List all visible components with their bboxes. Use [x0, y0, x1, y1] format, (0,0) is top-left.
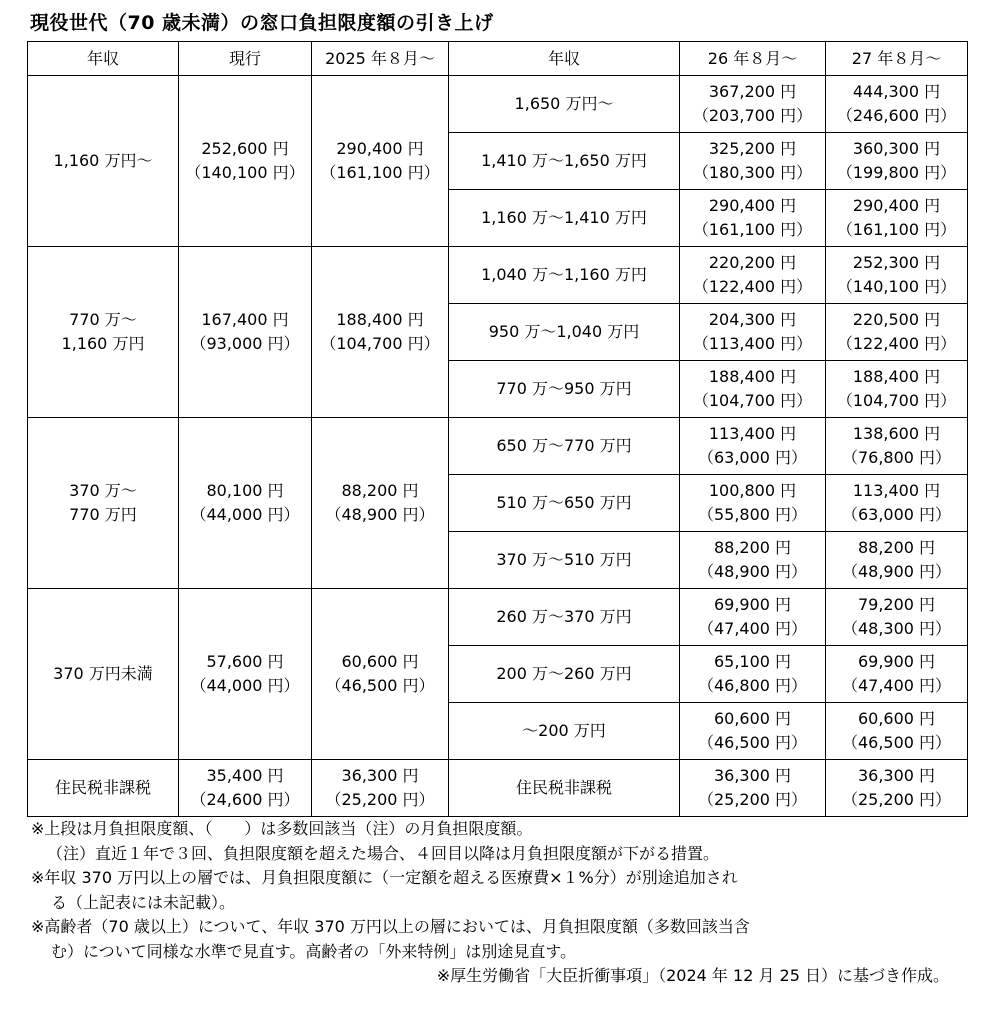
aug27-value: 36,300 円: [857, 766, 936, 785]
current-value: 57,600 円: [206, 652, 284, 671]
group-aug2025: [312, 760, 449, 817]
aug26-multi-value: （46,800 円）: [697, 676, 808, 695]
aug26-multi-value: （47,400 円）: [697, 619, 808, 638]
group-income-line2: 1,160 万円: [61, 334, 145, 353]
aug26-value: 325,200 円: [708, 139, 797, 158]
aug27-value: 88,200 円: [857, 538, 936, 557]
aug27-value: 69,900 円: [857, 652, 936, 671]
subrow-income: 370 万～510 万円: [449, 532, 680, 589]
current-multi-value: （44,000 円）: [190, 505, 300, 524]
subrow-aug27: [826, 589, 968, 646]
aug27-multi-value: （63,000 円）: [841, 505, 952, 524]
aug26-multi-value: （122,400 円）: [692, 277, 813, 296]
aug2025-multi-value: （161,100 円）: [320, 163, 440, 182]
group-income-line1: 370 万～: [69, 481, 137, 500]
group-income: [28, 247, 179, 418]
aug2025-value: 60,600 円: [341, 652, 419, 671]
current-multi-value: （140,100 円）: [185, 163, 305, 182]
subrow-aug27: [826, 475, 968, 532]
aug26-multi-value: （48,900 円）: [697, 562, 808, 581]
aug27-value: 290,400 円: [852, 196, 941, 215]
aug27-multi-value: （25,200 円）: [841, 790, 952, 809]
table-row: [28, 589, 968, 646]
current-value: 167,400 円: [201, 310, 289, 329]
header-income: 年収: [28, 42, 179, 76]
note-additional-1pct: ※年収 370 万円以上の層では、月負担限度額に（一定額を超える医療費×１%分）が別途追加され: [31, 868, 738, 887]
group-aug2025: [312, 418, 449, 589]
aug27-multi-value: （76,800 円）: [841, 448, 952, 467]
subrow-aug26: [680, 646, 826, 703]
subrow-aug27: [826, 133, 968, 190]
current-value: 252,600 円: [201, 139, 289, 158]
aug2025-multi-value: （25,200 円）: [325, 790, 435, 809]
current-multi-value: （93,000 円）: [190, 334, 300, 353]
subrow-income: 1,160 万～1,410 万円: [449, 190, 680, 247]
aug26-multi-value: （180,300 円）: [692, 163, 813, 182]
aug27-value: 60,600 円: [857, 709, 936, 728]
note-elderly-cont: む）について同様な水準で見直す。高齢者の「外来特例」は別途見直す。: [51, 941, 577, 961]
subrow-income: 650 万～770 万円: [449, 418, 680, 475]
aug2025-multi-value: （104,700 円）: [320, 334, 440, 353]
copay-limit-table: [27, 41, 968, 817]
aug26-value: 69,900 円: [713, 595, 792, 614]
header-current: 現行: [179, 42, 312, 76]
group-aug2025: [312, 589, 449, 760]
group-current: [179, 589, 312, 760]
current-multi-value: （24,600 円）: [190, 790, 300, 809]
subrow-income: 1,650 万円～: [449, 76, 680, 133]
aug26-value: 88,200 円: [713, 538, 792, 557]
subrow-aug26: [680, 190, 826, 247]
header-income-detail: 年収: [449, 42, 680, 76]
subrow-income: 住民税非課税: [449, 760, 680, 817]
current-multi-value: （44,000 円）: [190, 676, 300, 695]
aug27-multi-value: （161,100 円）: [836, 220, 957, 239]
aug27-value: 188,400 円: [852, 367, 941, 386]
aug2025-multi-value: （46,500 円）: [325, 676, 435, 695]
aug27-multi-value: （47,400 円）: [841, 676, 952, 695]
group-aug2025: [312, 247, 449, 418]
note-multiple-hits: （注）直近１年で３回、負担限度額を超えた場合、４回目以降は月負担限度額が下がる措置。: [47, 843, 720, 863]
aug27-value: 220,500 円: [852, 310, 941, 329]
subrow-aug27: [826, 646, 968, 703]
aug26-value: 60,600 円: [713, 709, 792, 728]
aug27-multi-value: （48,300 円）: [841, 619, 952, 638]
table-row: [28, 418, 968, 475]
table-header-row: [28, 42, 968, 76]
header-aug26: 26 年８月～: [680, 42, 826, 76]
subrow-aug26: [680, 76, 826, 133]
subrow-aug27: [826, 76, 968, 133]
aug26-value: 367,200 円: [708, 82, 797, 101]
group-income: 1,160 万円～: [28, 76, 179, 247]
aug27-multi-value: （246,600 円）: [836, 106, 957, 125]
table-row: [28, 760, 968, 817]
aug2025-value: 290,400 円: [336, 139, 424, 158]
aug26-value: 113,400 円: [708, 424, 797, 443]
subrow-aug27: [826, 532, 968, 589]
subrow-aug26: [680, 361, 826, 418]
aug27-multi-value: （140,100 円）: [836, 277, 957, 296]
aug27-value: 252,300 円: [852, 253, 941, 272]
aug26-value: 100,800 円: [708, 481, 797, 500]
subrow-aug27: [826, 304, 968, 361]
group-current: [179, 760, 312, 817]
group-current: [179, 247, 312, 418]
subrow-aug27: [826, 703, 968, 760]
aug2025-multi-value: （48,900 円）: [325, 505, 435, 524]
aug26-value: 36,300 円: [713, 766, 792, 785]
subrow-income: 770 万～950 万円: [449, 361, 680, 418]
aug26-multi-value: （63,000 円）: [697, 448, 808, 467]
header-aug27: 27 年８月～: [826, 42, 968, 76]
aug27-value: 360,300 円: [852, 139, 941, 158]
aug27-multi-value: （104,700 円）: [836, 391, 957, 410]
aug2025-value: 88,200 円: [341, 481, 419, 500]
footnotes: [31, 817, 971, 989]
aug26-value: 188,400 円: [708, 367, 797, 386]
subrow-aug26: [680, 133, 826, 190]
subrow-aug26: [680, 418, 826, 475]
group-income: 住民税非課税: [28, 760, 179, 817]
aug26-multi-value: （113,400 円）: [692, 334, 813, 353]
aug27-value: 79,200 円: [857, 595, 936, 614]
table-row: [28, 76, 968, 133]
current-value: 35,400 円: [206, 766, 284, 785]
note-upper-lower: ※上段は月負担限度額、（ ）は多数回該当（注）の月負担限度額。: [31, 819, 533, 838]
subrow-aug27: [826, 760, 968, 817]
aug26-multi-value: （104,700 円）: [692, 391, 813, 410]
subrow-aug27: [826, 418, 968, 475]
aug27-multi-value: （48,900 円）: [841, 562, 952, 581]
aug26-value: 65,100 円: [713, 652, 792, 671]
note-additional-1pct-cont: る（上記表には未記載）。: [51, 892, 236, 912]
aug26-value: 290,400 円: [708, 196, 797, 215]
aug2025-value: 188,400 円: [336, 310, 424, 329]
current-value: 80,100 円: [206, 481, 284, 500]
group-income: 370 万円未満: [28, 589, 179, 760]
aug27-value: 113,400 円: [852, 481, 941, 500]
subrow-income: 950 万～1,040 万円: [449, 304, 680, 361]
group-income-line2: 770 万円: [69, 505, 137, 524]
aug26-multi-value: （203,700 円）: [692, 106, 813, 125]
note-source: ※厚生労働省「大臣折衝事項」（2024 年 12 月 25 日）に基づき作成。: [436, 966, 949, 985]
subrow-aug26: [680, 532, 826, 589]
subrow-income: 1,410 万～1,650 万円: [449, 133, 680, 190]
subrow-income: 260 万～370 万円: [449, 589, 680, 646]
aug2025-value: 36,300 円: [341, 766, 419, 785]
aug26-multi-value: （161,100 円）: [692, 220, 813, 239]
subrow-aug27: [826, 247, 968, 304]
subrow-aug27: [826, 190, 968, 247]
aug27-multi-value: （46,500 円）: [841, 733, 952, 752]
subrow-income: 200 万～260 万円: [449, 646, 680, 703]
aug27-value: 444,300 円: [852, 82, 941, 101]
aug27-value: 138,600 円: [852, 424, 941, 443]
subrow-aug27: [826, 361, 968, 418]
aug27-multi-value: （199,800 円）: [836, 163, 957, 182]
aug26-value: 220,200 円: [708, 253, 797, 272]
aug26-multi-value: （46,500 円）: [697, 733, 808, 752]
group-current: [179, 418, 312, 589]
group-income-line1: 770 万～: [69, 310, 137, 329]
group-aug2025: [312, 76, 449, 247]
note-elderly: ※高齢者（70 歳以上）について、年収 370 万円以上の層においては、月負担限度額（多数回該当含: [31, 917, 750, 936]
subrow-aug26: [680, 589, 826, 646]
subrow-aug26: [680, 760, 826, 817]
group-current: [179, 76, 312, 247]
subrow-aug26: [680, 247, 826, 304]
subrow-aug26: [680, 475, 826, 532]
subrow-aug26: [680, 304, 826, 361]
aug26-multi-value: （55,800 円）: [697, 505, 808, 524]
subrow-income: 1,040 万～1,160 万円: [449, 247, 680, 304]
page-title: 現役世代（70 歳未満）の窓口負担限度額の引き上げ: [30, 12, 494, 34]
aug26-value: 204,300 円: [708, 310, 797, 329]
table-row: [28, 247, 968, 304]
aug27-multi-value: （122,400 円）: [836, 334, 957, 353]
header-aug2025: 2025 年８月～: [312, 42, 449, 76]
aug26-multi-value: （25,200 円）: [697, 790, 808, 809]
group-income: [28, 418, 179, 589]
subrow-income: 510 万～650 万円: [449, 475, 680, 532]
subrow-income: ～200 万円: [449, 703, 680, 760]
subrow-aug26: [680, 703, 826, 760]
